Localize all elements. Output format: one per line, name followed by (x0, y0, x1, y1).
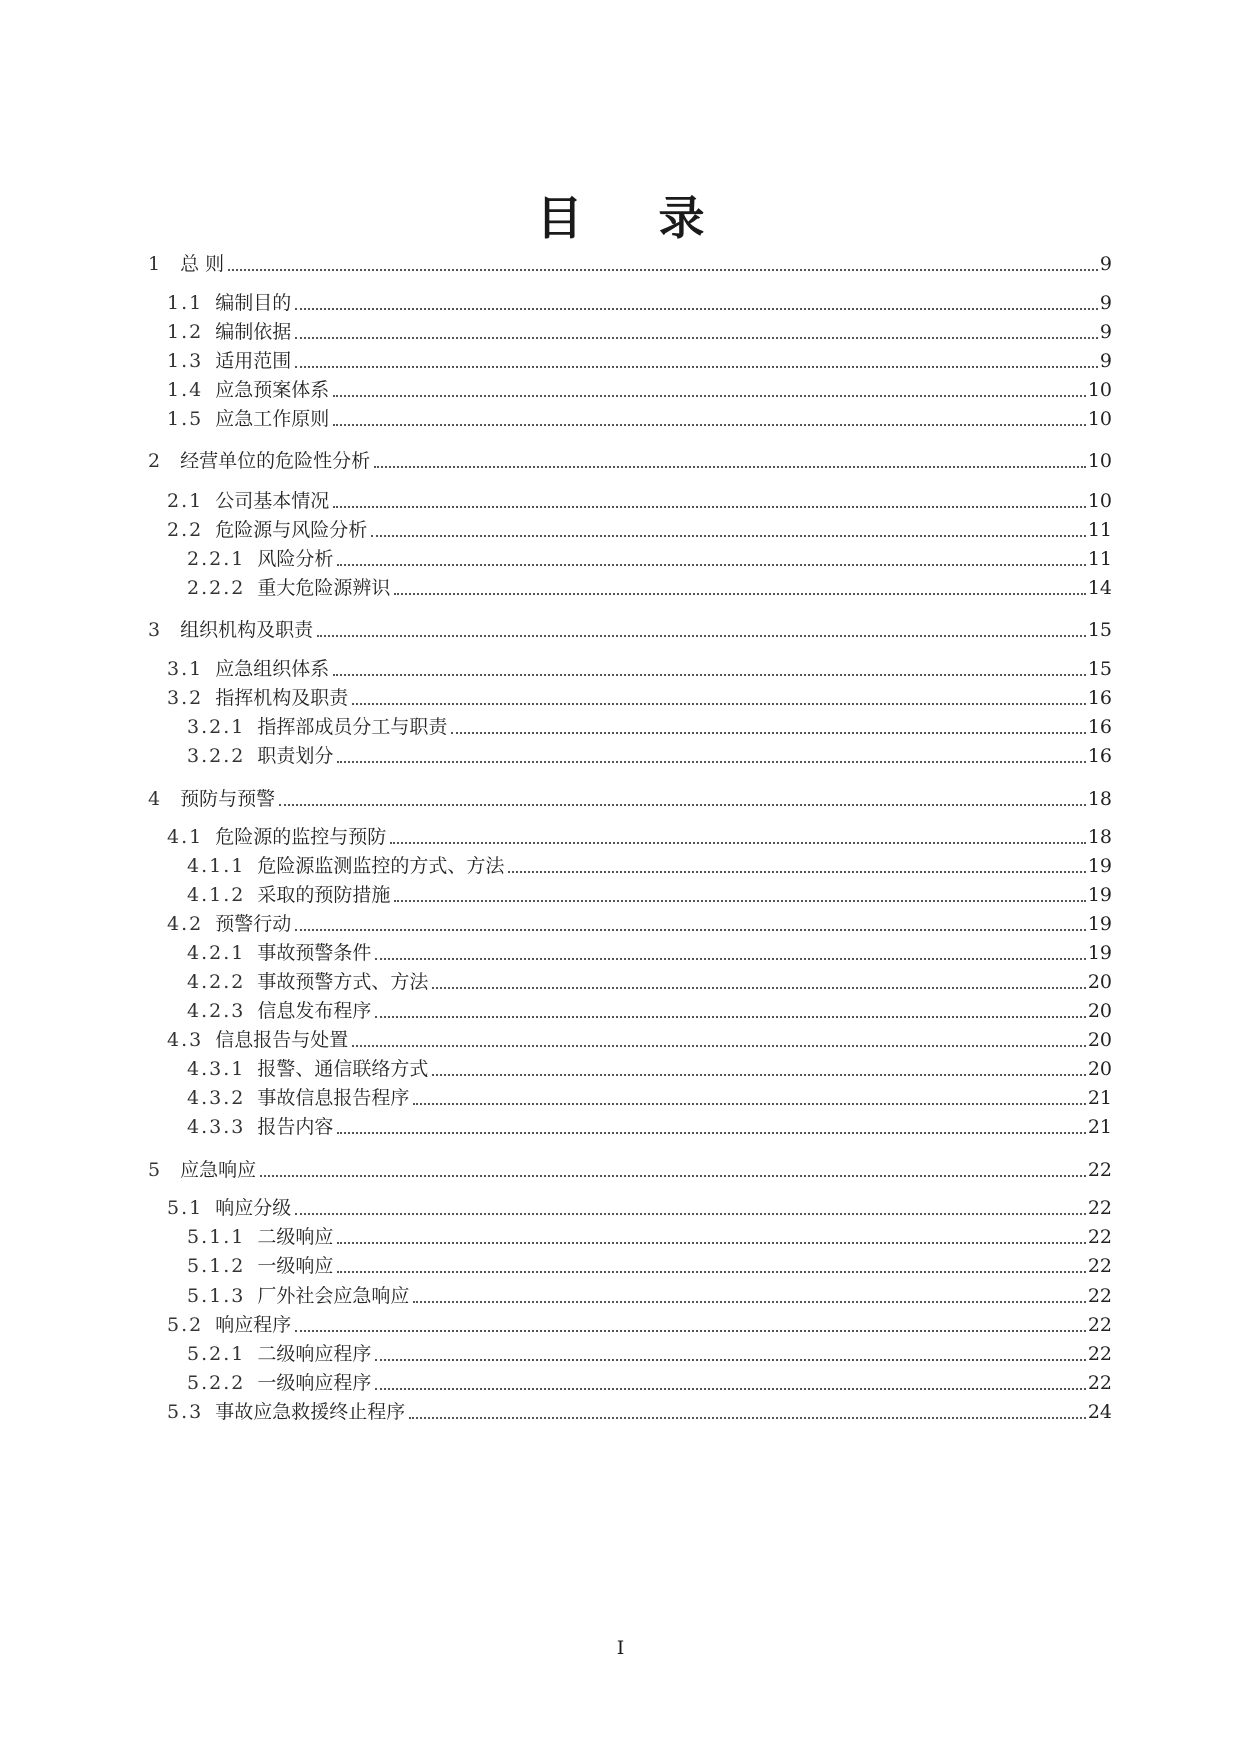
toc-dot-leader (375, 1016, 1085, 1018)
toc-entry-page: 18 (1087, 788, 1112, 810)
toc-entry[interactable] (167, 488, 1112, 514)
toc-dot-leader (228, 269, 1098, 271)
toc-dot-leader (451, 732, 1085, 734)
toc-dot-leader (337, 1242, 1085, 1244)
toc-entry-page: 9 (1099, 253, 1112, 275)
toc-entry-page: 11 (1087, 548, 1112, 570)
toc-entry-page: 10 (1087, 408, 1112, 430)
toc-entry-number: 5.1.1 (187, 1226, 246, 1248)
toc-entry-number: 3.2.2 (187, 745, 246, 767)
page-title: 目 录 (536, 191, 735, 245)
toc-entry-number: 4.3.2 (187, 1087, 246, 1109)
toc-dot-leader (409, 1417, 1086, 1419)
toc-dot-leader (375, 1359, 1085, 1361)
toc-entry-number: 4.3 (167, 1029, 204, 1051)
toc-entry[interactable] (187, 1114, 1112, 1140)
toc-dot-leader (508, 871, 1085, 873)
toc-entry[interactable] (167, 1312, 1112, 1338)
toc-entry-number: 4 (148, 788, 163, 810)
toc-entry-label: 应急响应 (180, 1159, 257, 1181)
toc-entry-label: 职责划分 (257, 745, 334, 767)
toc-entry-label: 响应分级 (215, 1197, 292, 1219)
toc-entry-page: 11 (1087, 519, 1112, 541)
toc-entry-page: 16 (1087, 687, 1112, 709)
toc-entry-label: 重大危险源辨识 (257, 577, 391, 599)
toc-entry[interactable] (167, 290, 1112, 316)
toc-dot-leader (333, 395, 1086, 397)
toc-entry-label: 事故信息报告程序 (257, 1087, 410, 1109)
toc-entry[interactable] (148, 617, 1112, 643)
toc-entry-number: 4.1.1 (187, 855, 246, 877)
toc-dot-leader (260, 1175, 1086, 1177)
toc-entry-label: 预防与预警 (180, 788, 276, 810)
toc-entry-number: 5.3 (167, 1401, 204, 1423)
toc-entry-number: 5.1 (167, 1197, 204, 1219)
toc-entry-number: 1.3 (167, 350, 204, 372)
toc-entry-number: 4.2 (167, 913, 204, 935)
toc-entry-label: 危险源的监控与预防 (215, 826, 387, 848)
toc-dot-leader (394, 593, 1085, 595)
toc-entry-number: 4.1.2 (187, 884, 246, 906)
toc-entry-page: 22 (1087, 1255, 1112, 1277)
toc-dot-leader (295, 929, 1086, 931)
toc-dot-leader (333, 506, 1086, 508)
toc-entry[interactable] (187, 1253, 1112, 1279)
toc-entry[interactable] (167, 824, 1112, 850)
toc-entry[interactable] (187, 1085, 1112, 1111)
toc-entry-label: 适用范围 (215, 350, 292, 372)
toc-entry-page: 22 (1087, 1372, 1112, 1394)
toc-entry-number: 2.2.1 (187, 548, 246, 570)
toc-entry-number: 4.2.3 (187, 1000, 246, 1022)
toc-entry-label: 编制依据 (215, 321, 292, 343)
toc-entry-label: 应急组织体系 (215, 658, 330, 680)
toc-entry[interactable] (187, 853, 1112, 879)
toc-dot-leader (337, 1132, 1085, 1134)
toc-entry-label: 编制目的 (215, 292, 292, 314)
toc-entry[interactable] (187, 714, 1112, 740)
toc-entry-page: 22 (1087, 1226, 1112, 1248)
toc-entry-label: 危险源监测监控的方式、方法 (257, 855, 505, 877)
toc-entry[interactable] (167, 348, 1112, 374)
toc-entry[interactable] (187, 1341, 1112, 1367)
toc-dot-leader (371, 535, 1086, 537)
toc-entry-number: 2.1 (167, 490, 204, 512)
toc-dot-leader (337, 761, 1085, 763)
toc-entry-number: 4.1 (167, 826, 204, 848)
toc-dot-leader (375, 958, 1085, 960)
toc-entry[interactable] (167, 1027, 1112, 1053)
toc-entry-page: 22 (1087, 1159, 1112, 1181)
toc-entry-label: 报警、通信联络方式 (257, 1058, 429, 1080)
toc-entry-label: 厂外社会应急响应 (257, 1285, 410, 1307)
toc-entry[interactable] (187, 998, 1112, 1024)
toc-entry[interactable] (167, 1399, 1112, 1425)
toc-entry[interactable] (167, 377, 1112, 403)
toc-entry-page: 20 (1087, 1000, 1112, 1022)
toc-dot-leader (333, 424, 1086, 426)
toc-entry-label: 事故应急救援终止程序 (215, 1401, 406, 1423)
toc-dot-leader (295, 337, 1098, 339)
toc-entry[interactable] (167, 911, 1112, 937)
toc-dot-leader (317, 635, 1086, 637)
toc-entry-page: 21 (1087, 1087, 1112, 1109)
toc-entry[interactable] (148, 251, 1112, 277)
toc-dot-leader (432, 987, 1085, 989)
toc-entry-label: 信息发布程序 (257, 1000, 372, 1022)
toc-dot-leader (295, 1213, 1086, 1215)
toc-entry-label: 应急工作原则 (215, 408, 330, 430)
toc-entry-page: 15 (1087, 619, 1112, 641)
toc-entry-page: 19 (1087, 942, 1112, 964)
toc-entry-number: 2.2.2 (187, 577, 246, 599)
toc-entry[interactable] (167, 517, 1112, 543)
toc-entry[interactable] (187, 882, 1112, 908)
toc-entry-number: 5 (148, 1159, 163, 1181)
toc-dot-leader (394, 900, 1085, 902)
toc-dot-leader (352, 703, 1086, 705)
toc-entry-label: 应急预案体系 (215, 379, 330, 401)
toc-entry-number: 1.1 (167, 292, 204, 314)
toc-entry-label: 预警行动 (215, 913, 292, 935)
toc-entry-page: 20 (1087, 1029, 1112, 1051)
toc-entry-page: 19 (1087, 855, 1112, 877)
toc-entry-number: 1.2 (167, 321, 204, 343)
toc-dot-leader (432, 1074, 1085, 1076)
toc-entry-label: 报告内容 (257, 1116, 334, 1138)
toc-entry[interactable] (167, 656, 1112, 682)
toc-entry-page: 16 (1087, 716, 1112, 738)
toc-entry-page: 16 (1087, 745, 1112, 767)
toc-entry-page: 10 (1087, 450, 1112, 472)
toc-entry-number: 1.4 (167, 379, 204, 401)
toc-entry-label: 事故预警方式、方法 (257, 971, 429, 993)
toc-entry-number: 3.1 (167, 658, 204, 680)
toc-dot-leader (295, 308, 1098, 310)
toc-entry-label: 风险分析 (257, 548, 334, 570)
toc-entry-label: 经营单位的危险性分析 (180, 450, 371, 472)
toc-dot-leader (337, 564, 1085, 566)
toc-entry-page: 22 (1087, 1314, 1112, 1336)
toc-entry-number: 3 (148, 619, 163, 641)
toc-entry-number: 1.5 (167, 408, 204, 430)
toc-dot-leader (337, 1271, 1085, 1273)
toc-dot-leader (374, 466, 1086, 468)
toc-dot-leader (295, 366, 1098, 368)
toc-entry[interactable] (167, 319, 1112, 345)
toc-entry-number: 5.2.1 (187, 1343, 246, 1365)
toc-entry-page: 18 (1087, 826, 1112, 848)
toc-entry[interactable] (148, 786, 1112, 812)
toc-entry-number: 1 (148, 253, 163, 275)
toc-entry-page: 9 (1099, 350, 1112, 372)
page-number: I (616, 1637, 625, 1659)
toc-dot-leader (413, 1301, 1085, 1303)
toc-entry[interactable] (167, 685, 1112, 711)
toc-entry-page: 24 (1087, 1401, 1112, 1423)
toc-entry-page: 22 (1087, 1343, 1112, 1365)
toc-entry-label: 一级响应程序 (257, 1372, 372, 1394)
toc-dot-leader (279, 804, 1086, 806)
toc-entry-page: 10 (1087, 379, 1112, 401)
toc-dot-leader (333, 674, 1086, 676)
toc-entry-label: 响应程序 (215, 1314, 292, 1336)
toc-entry-number: 4.2.1 (187, 942, 246, 964)
toc-entry-number: 5.2.2 (187, 1372, 246, 1394)
toc-entry-page: 19 (1087, 913, 1112, 935)
toc-entry-number: 5.1.2 (187, 1255, 246, 1277)
toc-entry[interactable] (187, 1283, 1112, 1309)
toc-entry[interactable] (148, 448, 1112, 474)
toc-entry-label: 公司基本情况 (215, 490, 330, 512)
toc-entry-page: 15 (1087, 658, 1112, 680)
toc-entry[interactable] (187, 969, 1112, 995)
toc-entry-label: 一级响应 (257, 1255, 334, 1277)
toc-entry-page: 19 (1087, 884, 1112, 906)
toc-entry-number: 4.2.2 (187, 971, 246, 993)
toc-entry[interactable] (167, 406, 1112, 432)
toc-entry[interactable] (148, 1157, 1112, 1183)
toc-entry-number: 4.3.3 (187, 1116, 246, 1138)
toc-entry[interactable] (187, 575, 1112, 601)
toc-entry-number: 3.2 (167, 687, 204, 709)
toc-entry[interactable] (187, 546, 1112, 572)
toc-entry-label: 指挥机构及职责 (215, 687, 349, 709)
toc-entry-page: 22 (1087, 1197, 1112, 1219)
toc-entry[interactable] (187, 1370, 1112, 1396)
toc-dot-leader (375, 1388, 1085, 1390)
toc-entry-number: 2.2 (167, 519, 204, 541)
toc-entry[interactable] (167, 1195, 1112, 1221)
toc-entry[interactable] (187, 1056, 1112, 1082)
toc-entry-page: 14 (1087, 577, 1112, 599)
toc-entry-label: 危险源与风险分析 (215, 519, 368, 541)
toc-entry[interactable] (187, 940, 1112, 966)
toc-entry-page: 9 (1099, 292, 1112, 314)
toc-entry[interactable] (187, 743, 1112, 769)
toc-entry-label: 指挥部成员分工与职责 (257, 716, 448, 738)
toc-entry-page: 9 (1099, 321, 1112, 343)
toc-entry-page: 10 (1087, 490, 1112, 512)
toc-entry-label: 总 则 (180, 253, 225, 275)
toc-entry-number: 3.2.1 (187, 716, 246, 738)
toc-entry-label: 信息报告与处置 (215, 1029, 349, 1051)
toc-entry-label: 二级响应 (257, 1226, 334, 1248)
toc-dot-leader (352, 1045, 1086, 1047)
toc-entry-page: 20 (1087, 1058, 1112, 1080)
toc-entry-number: 5.2 (167, 1314, 204, 1336)
toc-entry-page: 21 (1087, 1116, 1112, 1138)
toc-entry-page: 20 (1087, 971, 1112, 993)
toc-entry-label: 组织机构及职责 (180, 619, 314, 641)
toc-entry-number: 4.3.1 (187, 1058, 246, 1080)
toc-entry-number: 2 (148, 450, 163, 472)
toc-dot-leader (413, 1103, 1085, 1105)
toc-entry-label: 采取的预防措施 (257, 884, 391, 906)
toc-entry-label: 事故预警条件 (257, 942, 372, 964)
toc-dot-leader (295, 1330, 1086, 1332)
toc-entry-label: 二级响应程序 (257, 1343, 372, 1365)
toc-entry[interactable] (187, 1224, 1112, 1250)
toc-entry-number: 5.1.3 (187, 1285, 246, 1307)
toc-dot-leader (390, 842, 1086, 844)
toc-entry-page: 22 (1087, 1285, 1112, 1307)
